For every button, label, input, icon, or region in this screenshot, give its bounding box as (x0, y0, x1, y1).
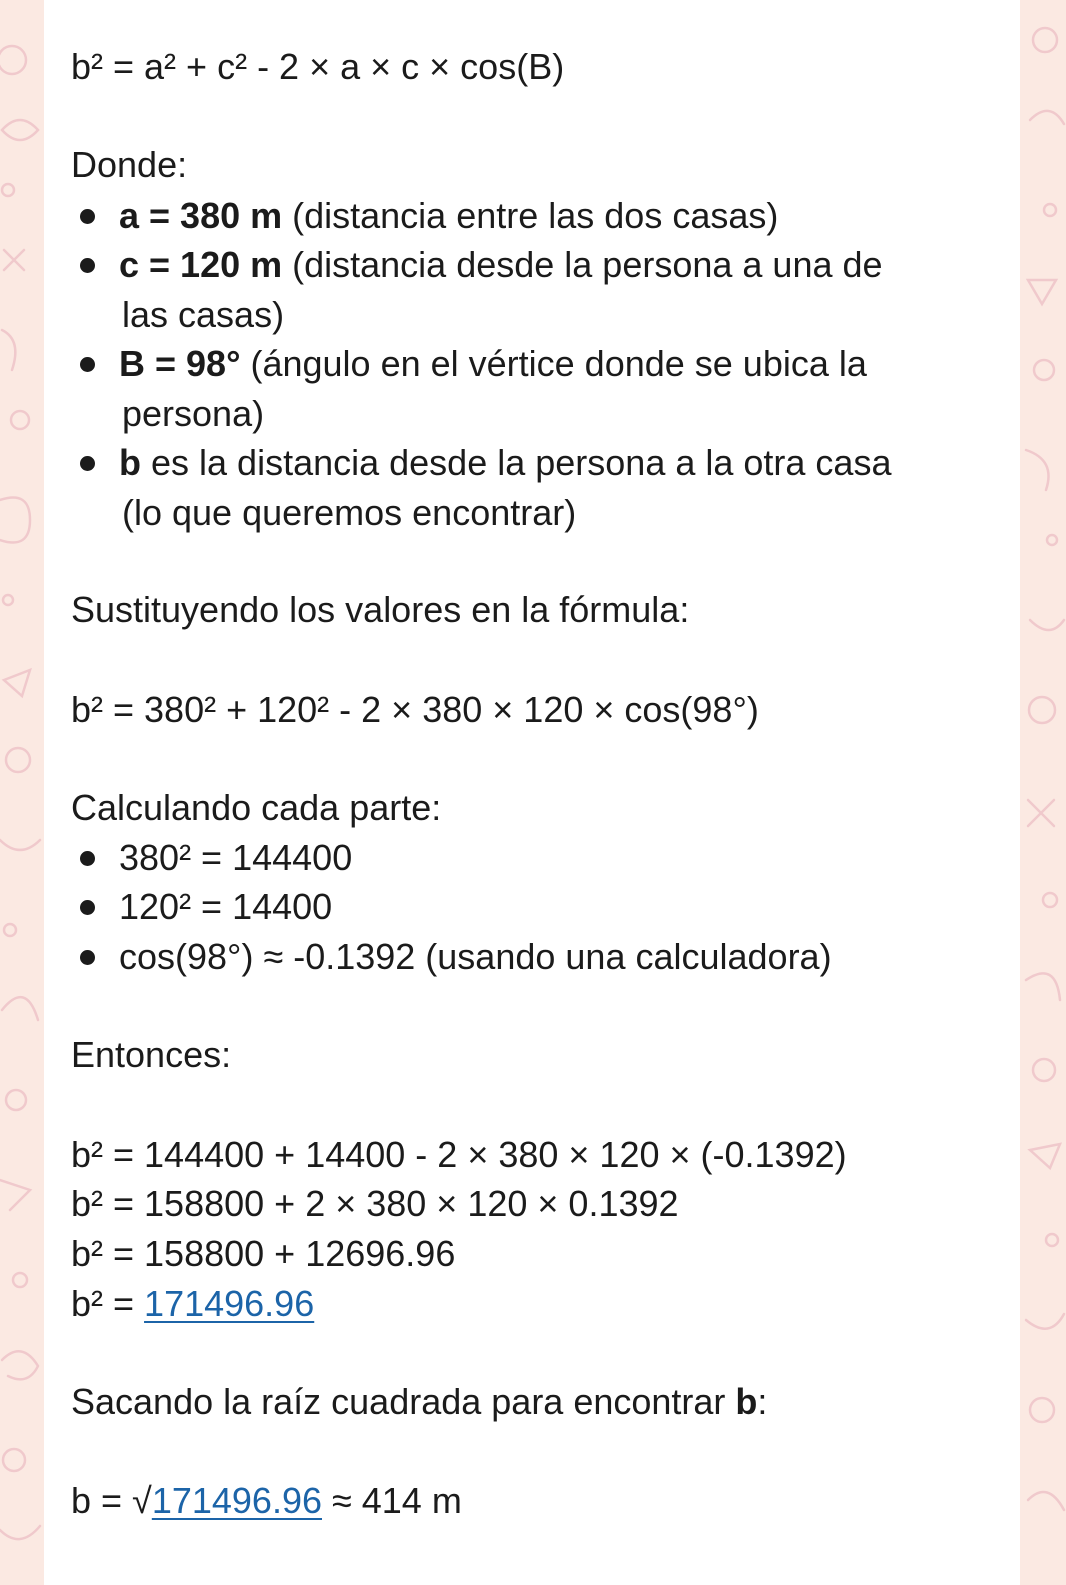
calculo-heading: Calculando cada parte: (71, 787, 442, 828)
bullet-icon (80, 851, 95, 866)
variable-b-description: es la distancia desde la persona a la otra casa (141, 442, 892, 483)
variable-b: b (119, 442, 141, 483)
list-item-a (119, 191, 778, 241)
raiz-heading-text: Sacando la raíz cuadrada para encontrar (71, 1381, 736, 1422)
bullet-icon (80, 209, 95, 224)
bullet-icon (80, 357, 95, 372)
general-formula: b² = a² + c² - 2 × a × c × cos(B) (71, 46, 565, 87)
raiz-heading (71, 1380, 767, 1424)
calc-item-120: 120² = 14400 (119, 886, 333, 927)
variable-c-description: (distancia desde la persona a una de (282, 244, 883, 285)
number-link[interactable]: 171496.96 (144, 1283, 315, 1324)
variable-c: c = 120 m (119, 244, 283, 285)
sustitucion-heading: Sustituyendo los valores en la fórmula: (71, 589, 690, 630)
raiz-heading-colon: : (757, 1381, 768, 1422)
variable-a-description: (distancia entre las dos casas) (282, 195, 779, 236)
equation-line-3: b² = 158800 + 12696.96 (71, 1233, 456, 1274)
calc-item-380: 380² = 144400 (119, 837, 353, 878)
entonces-heading: Entonces: (71, 1034, 232, 1075)
donde-heading: Donde: (71, 144, 188, 185)
equation-line-4-prefix: b² = (71, 1283, 145, 1324)
final-result-suffix: ≈ 414 m (322, 1480, 462, 1521)
variable-B: B = 98° (119, 343, 241, 384)
list-item-b (119, 438, 891, 488)
calc-item-cos: cos(98°) ≈ -0.1392 (usando una calculadora) (119, 936, 832, 977)
variable-a: a = 380 m (119, 195, 283, 236)
list-item-B (119, 339, 867, 389)
equation-line-1: b² = 144400 + 14400 - 2 × 380 × 120 × (-0.1392) (71, 1134, 847, 1175)
variable-B-description: (ángulo en el vértice donde se ubica la (240, 343, 867, 384)
list-item-B-continued: persona) (122, 393, 265, 434)
number-link[interactable]: 171496.96 (151, 1480, 322, 1521)
message-bubble (44, 0, 1020, 1585)
final-result-prefix: b = √ (71, 1480, 152, 1521)
bullet-icon (80, 900, 95, 915)
equation-line-2: b² = 158800 + 2 × 380 × 120 × 0.1392 (71, 1183, 679, 1224)
bullet-icon (80, 456, 95, 471)
substituted-formula: b² = 380² + 120² - 2 × 380 × 120 × cos(98°) (71, 689, 759, 730)
final-result (71, 1479, 462, 1523)
list-item-b-continued: (lo que queremos encontrar) (122, 492, 577, 533)
bullet-icon (80, 258, 95, 273)
list-item-c-continued: las casas) (122, 294, 285, 335)
equation-line-4 (71, 1282, 314, 1326)
raiz-heading-variable: b (735, 1381, 758, 1422)
list-item-c (119, 240, 883, 290)
bullet-icon (80, 950, 95, 965)
